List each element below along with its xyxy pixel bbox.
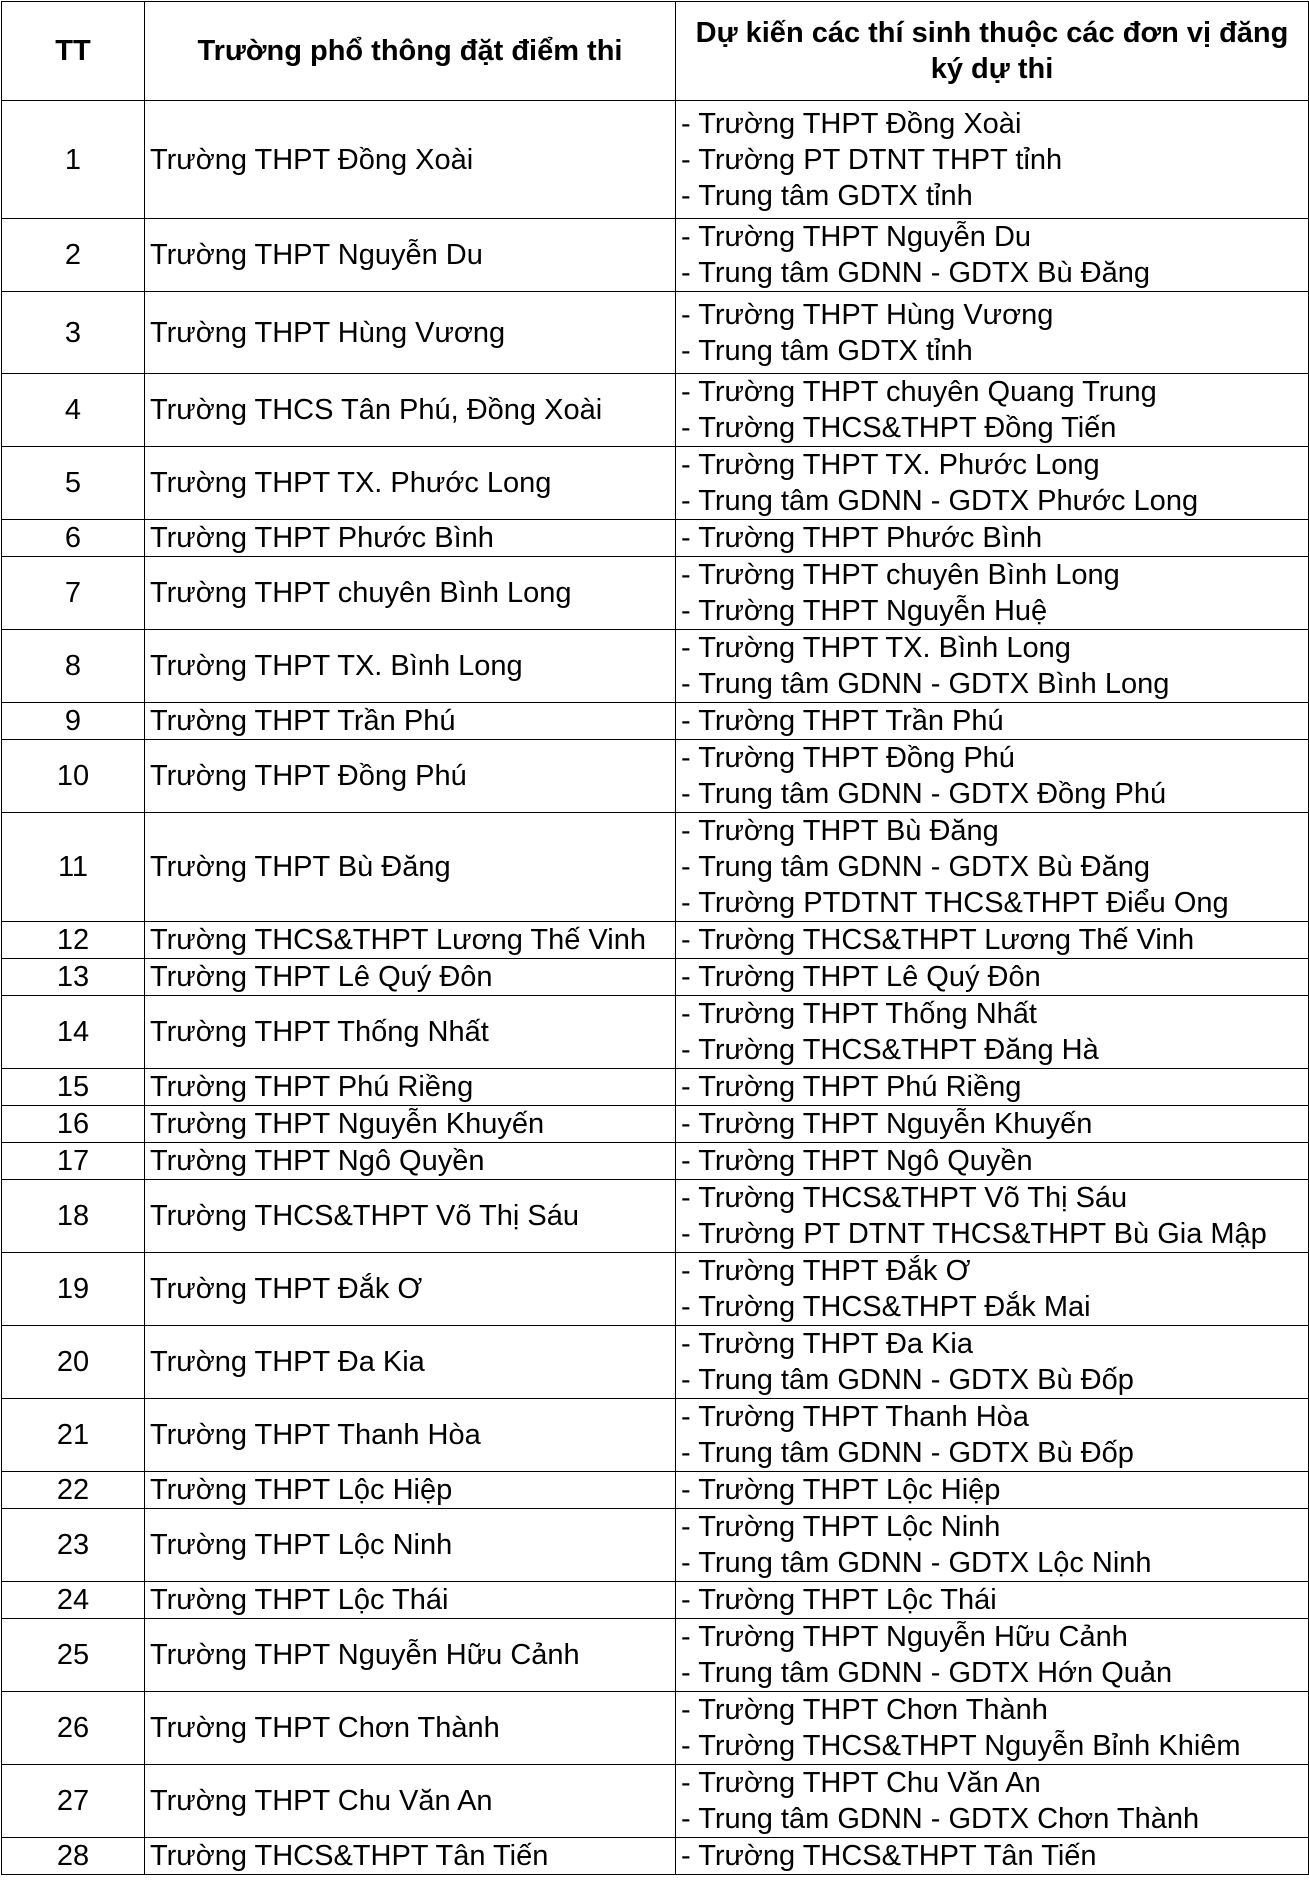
registered-unit: - Trường THPT TX. Phước Long xyxy=(681,449,1100,481)
registered-unit: - Trường THPT chuyên Quang Trung xyxy=(681,376,1157,408)
row-number: 18 xyxy=(2,1180,145,1253)
registered-units-cell xyxy=(676,1326,1309,1399)
exam-site-school: Trường THPT Đa Kia xyxy=(145,1326,676,1399)
registered-units-cell xyxy=(676,740,1309,813)
row-number: 5 xyxy=(2,447,145,520)
row-number: 14 xyxy=(2,996,145,1069)
table-row xyxy=(2,1509,1309,1582)
registered-unit: - Trường THPT Nguyễn Khuyến xyxy=(681,1108,1093,1140)
registered-unit: - Trường THPT TX. Bình Long xyxy=(681,632,1071,664)
registered-units-cell xyxy=(676,1180,1309,1253)
registered-unit: - Trường THPT Lê Quý Đôn xyxy=(681,961,1041,993)
header-units: Dự kiến các thí sinh thuộc các đơn vị đăng ký dự thi xyxy=(676,2,1309,101)
exam-site-school: Trường THPT Nguyễn Khuyến xyxy=(145,1106,676,1143)
registered-unit: - Trường THPT Lộc Thái xyxy=(681,1584,997,1616)
exam-site-school: Trường THPT Chơn Thành xyxy=(145,1692,676,1765)
registered-units-cell xyxy=(676,374,1309,447)
row-number: 26 xyxy=(2,1692,145,1765)
registered-units-cell xyxy=(676,101,1309,219)
registered-units-cell xyxy=(676,1143,1309,1180)
exam-site-school: Trường THPT Lộc Hiệp xyxy=(145,1472,676,1509)
registered-units-cell xyxy=(676,1838,1309,1875)
registered-unit: - Trường THPT Nguyễn Hữu Cảnh xyxy=(681,1621,1128,1653)
registered-unit: - Trung tâm GDNN - GDTX Bù Đăng xyxy=(681,851,1150,883)
registered-unit: - Trường THPT Nguyễn Du xyxy=(681,221,1032,253)
table-row xyxy=(2,101,1309,219)
registered-unit: - Trường THPT Hùng Vương xyxy=(681,298,1054,331)
table-row xyxy=(2,520,1309,557)
registered-unit: - Trường THPT Phước Bình xyxy=(681,522,1043,554)
registered-units-cell xyxy=(676,1399,1309,1472)
registered-unit: - Trường THPT Đồng Phú xyxy=(681,742,1015,774)
exam-site-school: Trường THPT Đắk Ơ xyxy=(145,1253,676,1326)
registered-units-cell xyxy=(676,292,1309,374)
exam-site-school: Trường THPT Nguyễn Hữu Cảnh xyxy=(145,1619,676,1692)
row-number: 3 xyxy=(2,292,145,374)
registered-unit: - Trường THCS&THPT Lương Thế Vinh xyxy=(681,924,1195,956)
registered-unit: - Trường THCS&THPT Đồng Tiến xyxy=(681,412,1117,444)
table-row xyxy=(2,447,1309,520)
row-number: 28 xyxy=(2,1838,145,1875)
registered-units-cell xyxy=(676,1253,1309,1326)
table-row xyxy=(2,1106,1309,1143)
registered-units-cell xyxy=(676,520,1309,557)
table-row xyxy=(2,1582,1309,1619)
table-header-row xyxy=(2,2,1309,101)
table-row xyxy=(2,1838,1309,1875)
exam-site-school: Trường THPT Ngô Quyền xyxy=(145,1143,676,1180)
registered-units-cell xyxy=(676,996,1309,1069)
row-number: 15 xyxy=(2,1069,145,1106)
row-number: 10 xyxy=(2,740,145,813)
registered-unit: - Trường THPT Thanh Hòa xyxy=(681,1401,1029,1433)
registered-unit: - Trung tâm GDNN - GDTX Bình Long xyxy=(681,668,1170,700)
table-row xyxy=(2,1143,1309,1180)
table-row xyxy=(2,1069,1309,1106)
registered-unit: - Trường THCS&THPT Nguyễn Bỉnh Khiêm xyxy=(681,1730,1241,1762)
registered-unit: - Trường THCS&THPT Đắk Mai xyxy=(681,1291,1091,1323)
registered-unit: - Trung tâm GDTX tỉnh xyxy=(681,179,973,212)
registered-units-cell xyxy=(676,1692,1309,1765)
registered-units-cell xyxy=(676,959,1309,996)
exam-site-school: Trường THPT chuyên Bình Long xyxy=(145,557,676,630)
registered-units-cell xyxy=(676,1106,1309,1143)
row-number: 21 xyxy=(2,1399,145,1472)
table-row xyxy=(2,813,1309,922)
exam-site-school: Trường THPT Thanh Hòa xyxy=(145,1399,676,1472)
exam-site-school: Trường THPT TX. Bình Long xyxy=(145,630,676,703)
registered-unit: - Trung tâm GDNN - GDTX Bù Đốp xyxy=(681,1364,1134,1396)
registered-unit: - Trường PT DTNT THPT tỉnh xyxy=(681,143,1063,176)
row-number: 20 xyxy=(2,1326,145,1399)
registered-units-cell xyxy=(676,557,1309,630)
registered-unit: - Trường THPT Ngô Quyền xyxy=(681,1145,1033,1177)
registered-unit: - Trường THPT Lộc Ninh xyxy=(681,1511,1001,1543)
exam-site-school: Trường THCS&THPT Võ Thị Sáu xyxy=(145,1180,676,1253)
exam-site-school: Trường THCS&THPT Tân Tiến xyxy=(145,1838,676,1875)
registered-unit: - Trường THPT Trần Phú xyxy=(681,705,1004,737)
exam-site-school: Trường THPT Đồng Phú xyxy=(145,740,676,813)
row-number: 13 xyxy=(2,959,145,996)
registered-unit: - Trường PTDTNT THCS&THPT Điểu Ong xyxy=(681,887,1229,919)
registered-unit: - Trường THPT Đồng Xoài xyxy=(681,107,1022,140)
table-row xyxy=(2,1326,1309,1399)
registered-unit: - Trường THPT Lộc Hiệp xyxy=(681,1474,1001,1506)
table-row xyxy=(2,996,1309,1069)
registered-unit: - Trường THPT Chơn Thành xyxy=(681,1694,1048,1726)
exam-site-school: Trường THPT Lộc Ninh xyxy=(145,1509,676,1582)
row-number: 12 xyxy=(2,922,145,959)
registered-units-cell xyxy=(676,219,1309,292)
registered-unit: - Trường THPT chuyên Bình Long xyxy=(681,559,1120,591)
registered-units-cell xyxy=(676,1509,1309,1582)
registered-units-cell xyxy=(676,447,1309,520)
registered-unit: - Trung tâm GDNN - GDTX Đồng Phú xyxy=(681,778,1167,810)
exam-site-school: Trường THPT Phú Riềng xyxy=(145,1069,676,1106)
row-number: 23 xyxy=(2,1509,145,1582)
row-number: 9 xyxy=(2,703,145,740)
row-number: 16 xyxy=(2,1106,145,1143)
exam-sites-table xyxy=(1,1,1309,1875)
registered-units-cell xyxy=(676,813,1309,922)
table-row xyxy=(2,740,1309,813)
registered-unit: - Trung tâm GDNN - GDTX Bù Đăng xyxy=(681,257,1150,289)
table-row xyxy=(2,557,1309,630)
registered-unit: - Trung tâm GDNN - GDTX Lộc Ninh xyxy=(681,1547,1152,1579)
registered-unit: - Trường THCS&THPT Tân Tiến xyxy=(681,1840,1097,1872)
table-row xyxy=(2,1180,1309,1253)
registered-units-cell xyxy=(676,1472,1309,1509)
registered-unit: - Trường THPT Bù Đăng xyxy=(681,815,999,847)
exam-site-school: Trường THPT Lê Quý Đôn xyxy=(145,959,676,996)
registered-units-cell xyxy=(676,1619,1309,1692)
table-row xyxy=(2,1253,1309,1326)
registered-unit: - Trung tâm GDNN - GDTX Phước Long xyxy=(681,485,1199,517)
table-row xyxy=(2,630,1309,703)
exam-site-school: Trường THPT Hùng Vương xyxy=(145,292,676,374)
row-number: 27 xyxy=(2,1765,145,1838)
registered-units-cell xyxy=(676,1765,1309,1838)
exam-sites-table-container xyxy=(1,1,1308,1875)
table-row xyxy=(2,374,1309,447)
row-number: 25 xyxy=(2,1619,145,1692)
registered-unit: - Trung tâm GDTX tỉnh xyxy=(681,334,973,367)
table-row xyxy=(2,1399,1309,1472)
table-row xyxy=(2,1765,1309,1838)
row-number: 17 xyxy=(2,1143,145,1180)
registered-units-cell xyxy=(676,1069,1309,1106)
registered-unit: - Trường THPT Thống Nhất xyxy=(681,998,1037,1030)
registered-unit: - Trường THPT Nguyễn Huệ xyxy=(681,595,1048,627)
exam-site-school: Trường THCS&THPT Lương Thế Vinh xyxy=(145,922,676,959)
registered-unit: - Trường THPT Đắk Ơ xyxy=(681,1255,971,1287)
registered-unit: - Trung tâm GDNN - GDTX Bù Đốp xyxy=(681,1437,1134,1469)
row-number: 24 xyxy=(2,1582,145,1619)
row-number: 6 xyxy=(2,520,145,557)
exam-site-school: Trường THPT Trần Phú xyxy=(145,703,676,740)
row-number: 2 xyxy=(2,219,145,292)
registered-unit: - Trường THPT Chu Văn An xyxy=(681,1767,1041,1799)
registered-unit: - Trường PT DTNT THCS&THPT Bù Gia Mập xyxy=(681,1218,1267,1250)
row-number: 1 xyxy=(2,101,145,219)
registered-units-cell xyxy=(676,922,1309,959)
table-row xyxy=(2,703,1309,740)
registered-unit: - Trường THPT Đa Kia xyxy=(681,1328,973,1360)
registered-unit: - Trường THPT Phú Riềng xyxy=(681,1071,1022,1103)
row-number: 22 xyxy=(2,1472,145,1509)
exam-site-school: Trường THPT Lộc Thái xyxy=(145,1582,676,1619)
table-row xyxy=(2,1472,1309,1509)
row-number: 4 xyxy=(2,374,145,447)
table-row xyxy=(2,219,1309,292)
table-row xyxy=(2,292,1309,374)
registered-unit: - Trường THCS&THPT Võ Thị Sáu xyxy=(681,1182,1128,1214)
registered-unit: - Trung tâm GDNN - GDTX Hớn Quản xyxy=(681,1657,1173,1689)
exam-site-school: Trường THPT Bù Đăng xyxy=(145,813,676,922)
exam-site-school: Trường THPT Đồng Xoài xyxy=(145,101,676,219)
registered-units-cell xyxy=(676,703,1309,740)
row-number: 7 xyxy=(2,557,145,630)
table-row xyxy=(2,1692,1309,1765)
exam-site-school: Trường THPT Nguyễn Du xyxy=(145,219,676,292)
table-row xyxy=(2,959,1309,996)
header-school: Trường phổ thông đặt điểm thi xyxy=(145,2,676,101)
exam-site-school: Trường THPT Chu Văn An xyxy=(145,1765,676,1838)
row-number: 11 xyxy=(2,813,145,922)
header-tt: TT xyxy=(2,2,145,101)
registered-unit: - Trường THCS&THPT Đăng Hà xyxy=(681,1034,1099,1066)
row-number: 19 xyxy=(2,1253,145,1326)
table-row xyxy=(2,1619,1309,1692)
exam-site-school: Trường THPT Phước Bình xyxy=(145,520,676,557)
registered-units-cell xyxy=(676,1582,1309,1619)
registered-units-cell xyxy=(676,630,1309,703)
table-body xyxy=(2,101,1309,1875)
exam-site-school: Trường THCS Tân Phú, Đồng Xoài xyxy=(145,374,676,447)
registered-unit: - Trung tâm GDNN - GDTX Chơn Thành xyxy=(681,1803,1200,1835)
exam-site-school: Trường THPT Thống Nhất xyxy=(145,996,676,1069)
exam-site-school: Trường THPT TX. Phước Long xyxy=(145,447,676,520)
row-number: 8 xyxy=(2,630,145,703)
table-row xyxy=(2,922,1309,959)
